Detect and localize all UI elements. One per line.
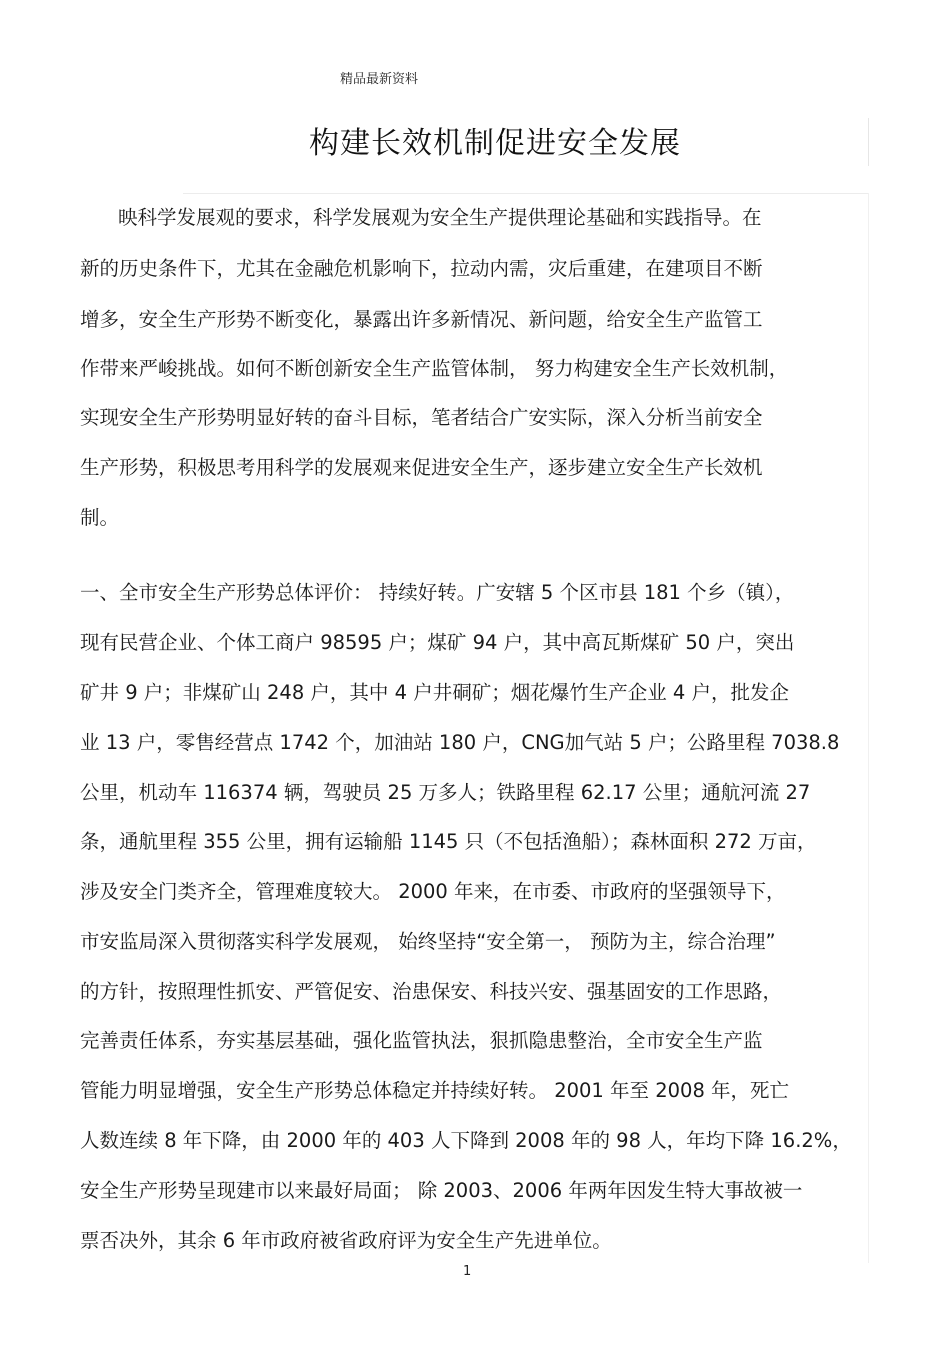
intro-line: 制。 [80,506,120,529]
section-line: 管能力明显增强，安全生产形势总体稳定并持续好转。 2001 年至 2008 年，死亡 [80,1079,790,1102]
header-label: 精品最新资料 [340,72,419,87]
section-line: 矿井 9 户；非煤矿山 248 户，其中 4 户井硐矿；烟花爆竹生产企业 4 户，批发企 [80,681,790,704]
page-number: 1 [463,1264,472,1279]
intro-line: 增多，安全生产形势不断变化，暴露出许多新情况、新问题，给安全生产监管工 [80,308,763,331]
section-line: 业 13 户，零售经营点 1742 个，加油站 180 户，CNG加气站 5 户；公路里程 7038.8 [80,731,840,754]
section-line: 人数连续 8 年下降，由 2000 年的 403 人下降到 2008 年的 98 人，年均下降 16.2%， [80,1129,852,1152]
intro-line: 实现安全生产形势明显好转的奋斗目标，笔者结合广安实际，深入分析当前安全 [80,406,763,429]
page-title: 构建长效机制促进安全发展 [309,126,681,161]
intro-line: 新的历史条件下，尤其在金融危机影响下，拉动内需，灾后重建，在建项目不断 [80,257,763,280]
section-line: 条，通航里程 355 公里，拥有运输船 1145 只（不包括渔船）；森林面积 272 万亩， [80,830,817,853]
intro-line: 作带来严峻挑战。如何不断创新安全生产监管体制， 努力构建安全生产长效机制， [80,357,789,380]
section-line: 公里，机动车 116374 辆，驾驶员 25 万多人；铁路里程 62.17 公里；通航河流 27 [80,781,811,804]
section-line: 完善责任体系，夯实基层基础，强化监管执法，狠抓隐患整治，全市安全生产监 [80,1029,763,1052]
section-line: 市安监局深入贯彻落实科学发展观， 始终坚持“安全第一， 预防为主，综合治理” [80,930,776,953]
margin-rule-body [868,193,869,1263]
section-divider [183,193,869,194]
intro-line: 生产形势，积极思考用科学的发展观来促进安全生产，逐步建立安全生产长效机 [80,456,763,479]
section-line: 票否决外，其余 6 年市政府被省政府评为安全生产先进单位。 [80,1229,612,1252]
section-line: 的方针，按照理性抓安、严管促安、治患保安、科技兴安、强基固安的工作思路， [80,980,783,1003]
section-line: 安全生产形势呈现建市以来最好局面； 除 2003、2006 年两年因发生特大事故被一 [80,1179,803,1202]
intro-line: 映科学发展观的要求，科学发展观为安全生产提供理论基础和实践指导。在 [118,206,762,229]
section-line: 现有民营企业、个体工商户 98595 户；煤矿 94 户，其中高瓦斯煤矿 50 户，突出 [80,631,795,654]
section-line: 涉及安全门类齐全，管理难度较大。 2000 年来，在市委、市政府的坚强领导下， [80,880,786,903]
section-line: 一、全市安全生产形势总体评价： 持续好转。广安辖 5 个区市县 181 个乡（镇）， [80,581,795,604]
